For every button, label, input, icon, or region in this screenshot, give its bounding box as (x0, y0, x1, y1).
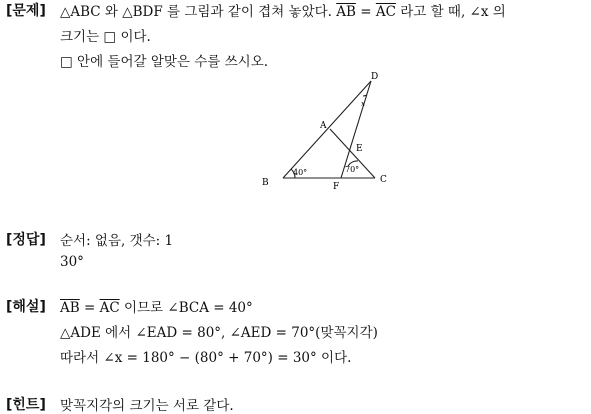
label-e: E (356, 144, 363, 154)
segment-bd (283, 81, 371, 178)
label-b: B (262, 178, 269, 188)
triangle-figure (255, 68, 395, 193)
problem-label: [문제] (6, 3, 46, 19)
segment-ac: $\overline{AC}$ (375, 4, 396, 20)
problem-line-1-pre: △ABC 와 △BDF 를 그림과 같이 겹쳐 놓았다. (60, 4, 337, 20)
solution-line-1 (60, 296, 253, 316)
solution-line-1-post: 이므로 ∠BCA = 40° (119, 300, 253, 316)
label-a: A (320, 121, 327, 131)
label-c: C (380, 175, 387, 185)
segment-ab: $\overline{AB}$ (336, 4, 356, 20)
problem-line-3: □ 안에 들어갈 알맞은 수를 쓰시오. (60, 54, 269, 70)
label-angle-e: 70° (345, 165, 360, 174)
label-x: x (361, 100, 365, 108)
label-f: F (333, 182, 340, 192)
label-d: D (371, 72, 379, 82)
hint-label: [힌트] (6, 397, 46, 413)
segment-ab: $\overline{AB}$ (60, 300, 80, 316)
label-angle-b: 40° (293, 168, 308, 177)
segment-ac: $\overline{AC}$ (99, 300, 120, 316)
hint-line-1: 맞꼭지각의 크기는 서로 같다. (60, 398, 234, 414)
solution-line-2: △ADE 에서 ∠EAD = 80°, ∠AED = 70°(맞꼭지각) (60, 325, 378, 341)
answer-label: [정답] (6, 232, 46, 248)
equals-sign: = (79, 300, 100, 316)
answer-line-1: 순서: 없음, 갯수: 1 (60, 233, 174, 249)
problem-line-1-post: 라고 할 때, ∠x 의 (395, 4, 506, 20)
answer-line-2: 30° (60, 254, 84, 270)
solution-label: [해설] (6, 299, 46, 315)
problem-line-2: 크기는 □ 이다. (60, 29, 151, 45)
solution-line-3: 따라서 ∠x = 180° − (80° + 70°) = 30° 이다. (60, 350, 352, 366)
problem-line-1 (60, 0, 506, 20)
equals-sign: = (355, 4, 376, 20)
